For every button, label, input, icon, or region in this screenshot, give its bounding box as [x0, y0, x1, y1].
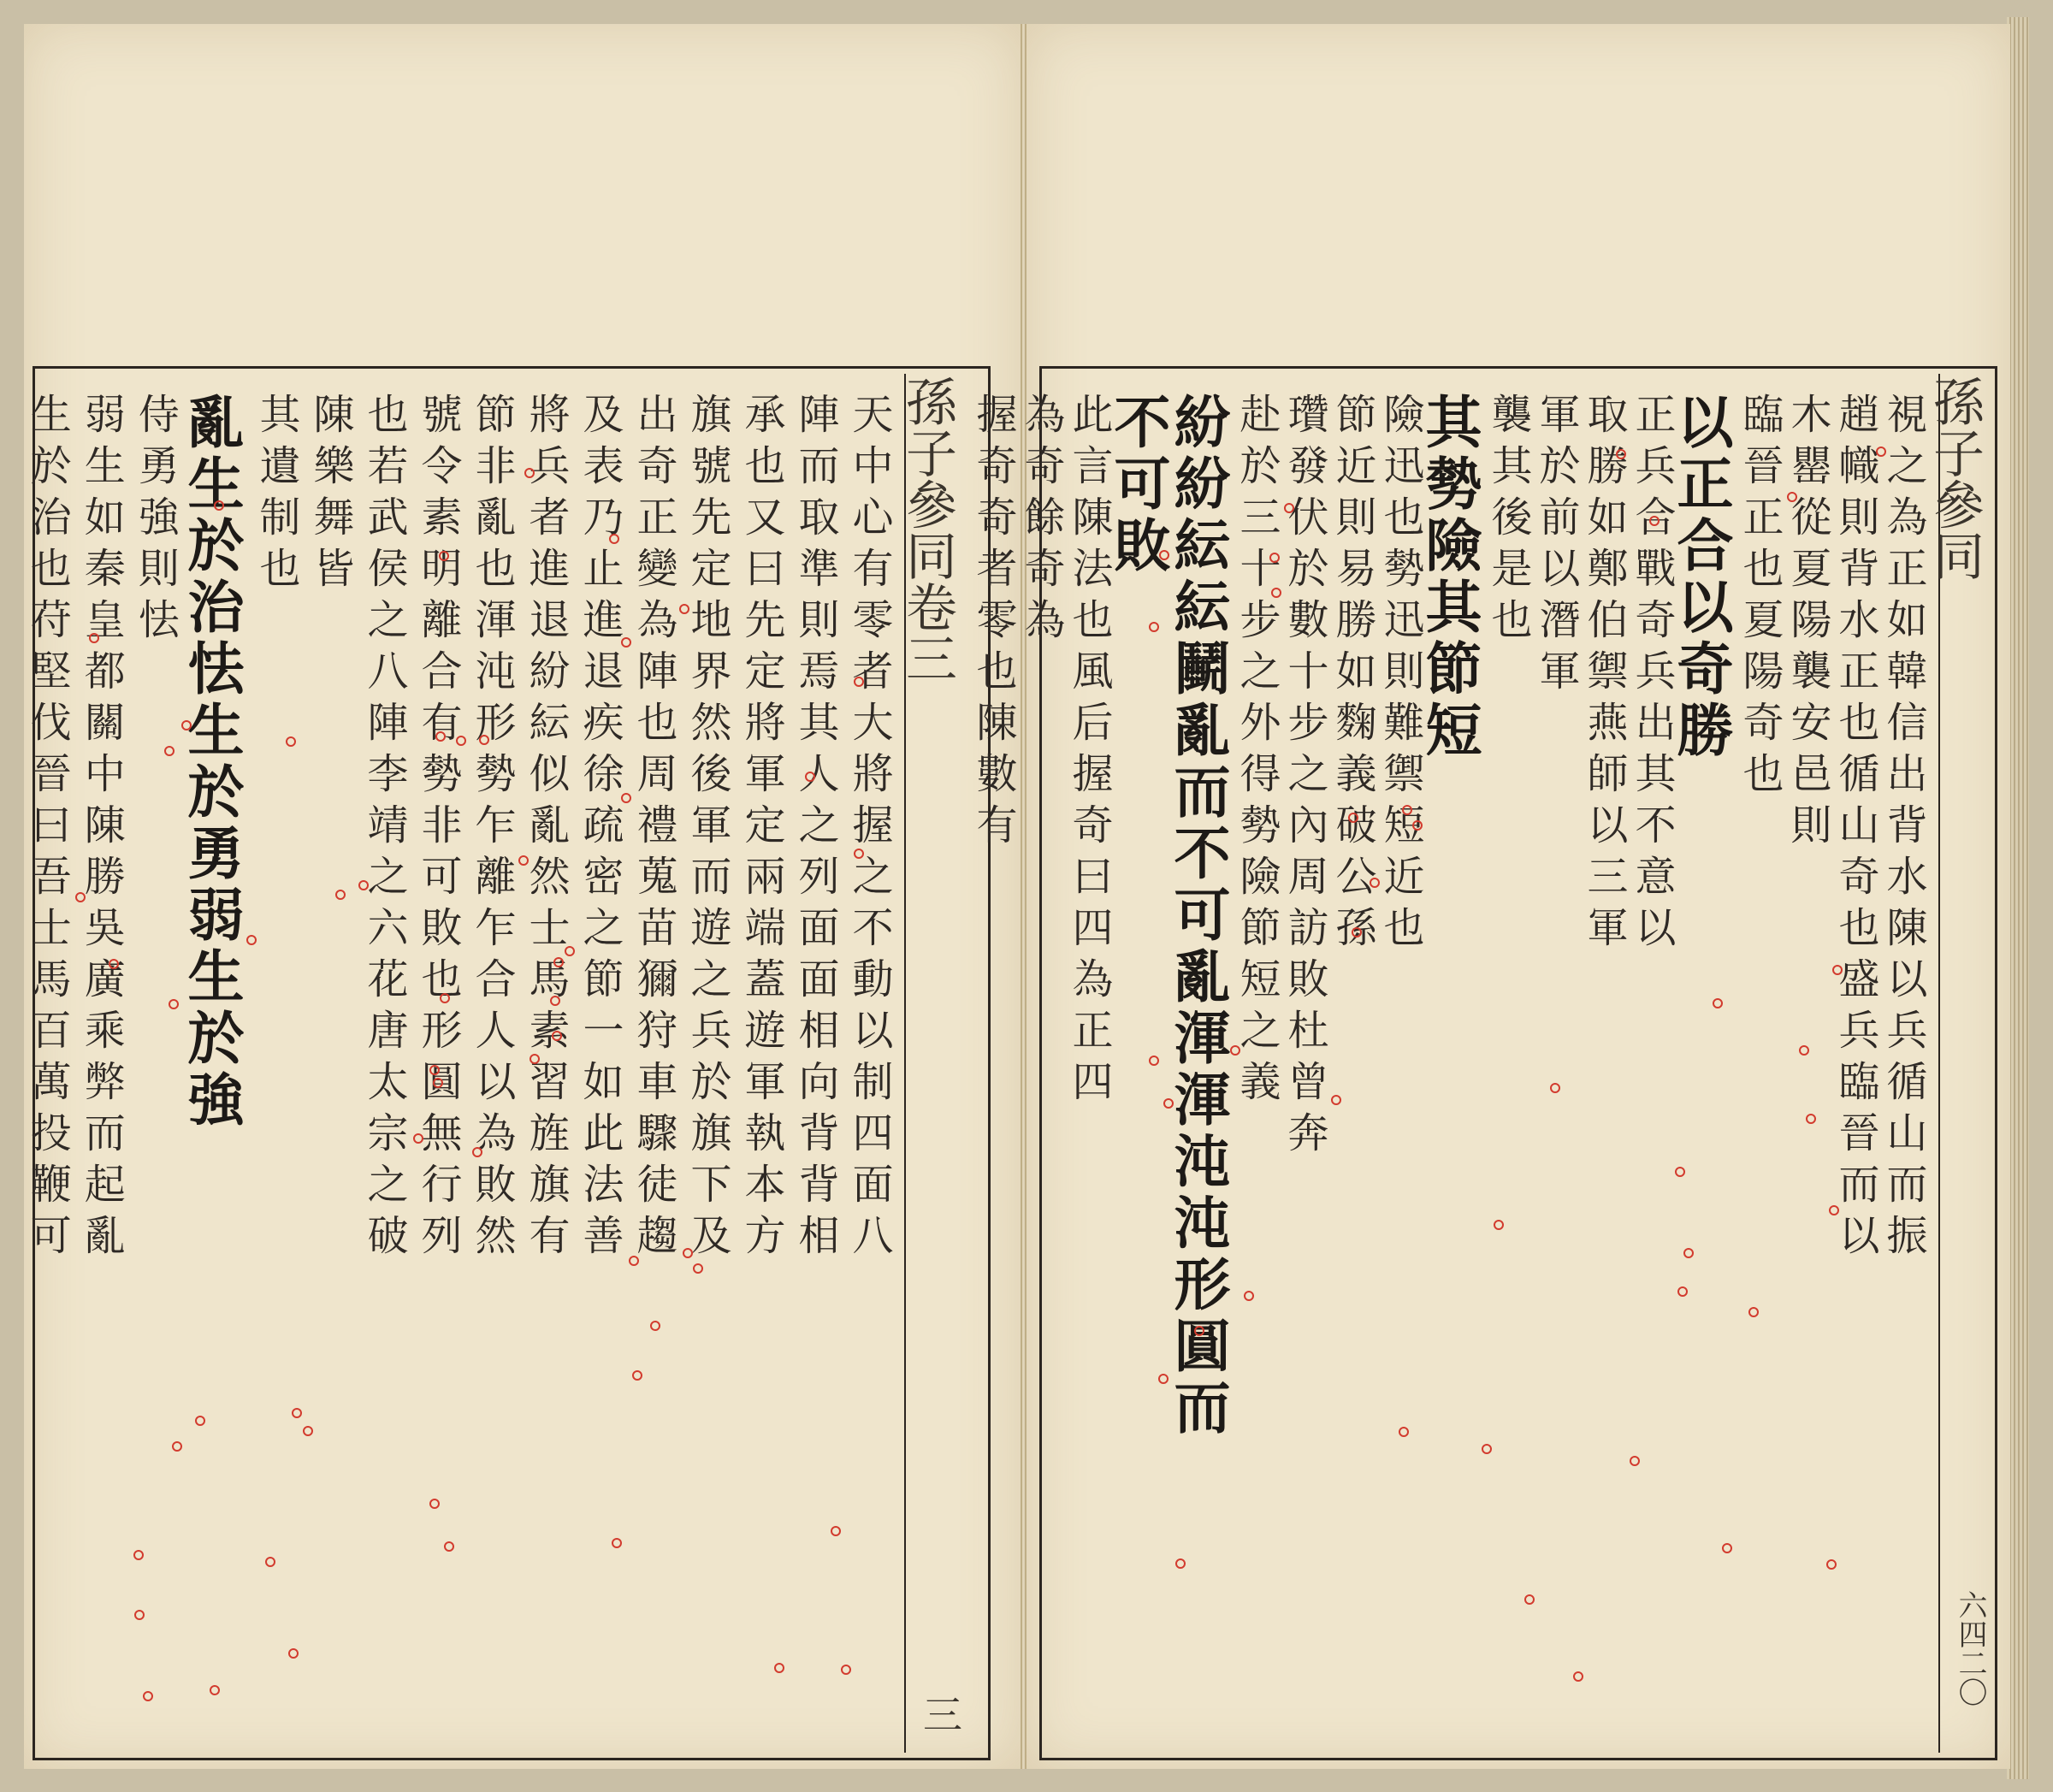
punctuation-mark — [1683, 1248, 1694, 1258]
punctuation-mark — [1630, 1456, 1640, 1466]
punctuation-mark — [335, 890, 346, 900]
punctuation-mark — [429, 1065, 440, 1075]
main-text-column: 紛紛紜紜鬭亂而不可亂渾渾沌沌形圓而 — [1164, 393, 1231, 1440]
commentary-column: 節近則易勝如麴義破公孫 — [1328, 393, 1376, 957]
punctuation-mark — [1722, 1543, 1732, 1553]
punctuation-mark — [1331, 1095, 1341, 1105]
punctuation-mark — [1370, 878, 1380, 888]
punctuation-mark — [1713, 998, 1723, 1008]
punctuation-mark — [1159, 550, 1169, 560]
commentary-column: 赴於三十步之外得勢險節短之義 — [1233, 393, 1281, 1111]
punctuation-mark — [435, 731, 446, 742]
right-text-frame — [969, 366, 1997, 1760]
commentary-column: 為奇餘奇為 — [1017, 393, 1065, 649]
commentary-column: 木罌從夏陽襲安邑則 — [1784, 393, 1831, 855]
punctuation-mark — [210, 1685, 220, 1695]
commentary-column: 生於治也苻堅伐晉曰吾士馬百萬投鞭可 — [23, 393, 72, 1265]
punctuation-mark — [1149, 622, 1159, 632]
punctuation-mark — [440, 993, 450, 1003]
centre-strip-title: 孫子參同 — [1925, 376, 1985, 581]
punctuation-mark — [621, 793, 631, 803]
punctuation-mark — [530, 1054, 540, 1064]
punctuation-mark — [358, 880, 369, 890]
commentary-column: 正兵合戰奇兵出其不意以 — [1628, 393, 1676, 957]
punctuation-mark — [1482, 1444, 1492, 1454]
main-text-column: 不可敗 — [1104, 393, 1171, 577]
commentary-column: 此言陳法也風后握奇曰四為正四 — [1065, 393, 1113, 1111]
punctuation-mark — [854, 849, 864, 859]
commentary-column: 節非亂也渾沌形勢乍離乍合人以為敗然 — [468, 393, 516, 1265]
punctuation-mark — [1799, 1045, 1809, 1056]
punctuation-mark — [89, 633, 99, 643]
punctuation-mark — [181, 720, 192, 730]
punctuation-mark — [109, 959, 119, 969]
commentary-column: 陣而取準則焉其人之列面面相向背背相 — [791, 393, 839, 1265]
punctuation-mark — [565, 946, 575, 956]
commentary-column: 瓚發伏於數十步之內周訪敗杜曾奔 — [1281, 393, 1328, 1162]
punctuation-mark — [553, 957, 564, 967]
commentary-column: 襲其後是也 — [1484, 393, 1532, 649]
left-text-frame — [23, 366, 991, 1760]
commentary-column: 天中心有零者大將握之不動以制四面八 — [845, 393, 893, 1265]
punctuation-mark — [524, 468, 535, 478]
punctuation-mark — [621, 637, 631, 648]
punctuation-mark — [265, 1557, 275, 1567]
commentary-column: 及表乃止進退疾徐疏密之節一如此法善 — [576, 393, 624, 1265]
punctuation-mark — [1677, 1286, 1688, 1297]
commentary-column: 旗號先定地界然後軍而遊之兵於旗下及 — [683, 393, 731, 1265]
commentary-column: 侍勇強則怯 — [131, 393, 180, 649]
punctuation-mark — [650, 1321, 660, 1331]
punctuation-mark — [1829, 1205, 1839, 1215]
commentary-column: 取勝如鄭伯禦燕師以三軍 — [1580, 393, 1628, 957]
punctuation-mark — [246, 935, 257, 945]
centre-strip-title: 孫子參同卷三 — [897, 376, 957, 683]
punctuation-mark — [472, 1147, 482, 1157]
commentary-column: 也若武侯之八陣李靖之六花唐太宗之破 — [360, 393, 408, 1265]
left-page — [24, 24, 1022, 1769]
commentary-column: 其遺制也 — [252, 393, 300, 598]
punctuation-mark — [288, 1648, 299, 1659]
commentary-column: 出奇正變為陣也周禮蒐苗獮狩車驟徒趨 — [630, 393, 677, 1265]
commentary-column: 弱生如秦皇都關中陳勝吳廣乘弊而起亂 — [77, 393, 126, 1265]
punctuation-mark — [1244, 1291, 1254, 1301]
commentary-column: 握奇奇者零也陳數有 — [969, 393, 1017, 855]
punctuation-mark — [1832, 965, 1843, 975]
punctuation-mark — [172, 1441, 182, 1452]
punctuation-mark — [1876, 447, 1886, 457]
punctuation-mark — [1787, 492, 1797, 502]
commentary-column: 趙幟則背水正也循山奇也盛兵臨晉而以 — [1831, 393, 1879, 1265]
punctuation-mark — [164, 746, 175, 756]
punctuation-mark — [841, 1665, 851, 1675]
punctuation-mark — [479, 735, 489, 745]
punctuation-mark — [1573, 1671, 1583, 1682]
main-text-column: 其勢險其節短 — [1416, 393, 1482, 762]
commentary-column: 號令素明離合有勢非可敗也形圓無行列 — [414, 393, 462, 1265]
main-text-column: 以正合以奇勝 — [1667, 393, 1734, 762]
punctuation-mark — [444, 1541, 454, 1552]
commentary-column: 視之為正如韓信出背水陳以兵循山而振 — [1879, 393, 1927, 1265]
commentary-column: 將兵者進退紛紜似亂然士馬素習旌旗有 — [522, 393, 570, 1265]
punctuation-mark — [292, 1408, 302, 1418]
right-page — [969, 24, 2010, 1769]
punctuation-mark — [1649, 516, 1660, 526]
punctuation-mark — [1163, 1098, 1174, 1109]
punctuation-mark — [1412, 820, 1423, 831]
commentary-column: 陳樂舞皆 — [306, 393, 354, 598]
commentary-column: 臨晉正也夏陽奇也 — [1736, 393, 1784, 803]
punctuation-mark — [693, 1263, 703, 1274]
commentary-column: 軍於前以潛軍 — [1532, 393, 1580, 701]
folio-number: 三 — [923, 1692, 962, 1738]
folio-number: 六四二〇 — [1953, 1590, 1987, 1706]
main-text-column: 亂生於治怯生於勇弱生於強 — [178, 393, 245, 1132]
commentary-column: 險迅也勢迅則難禦短近也 — [1376, 393, 1424, 957]
commentary-column: 承也又曰先定將軍定兩端蓋遊軍執本方 — [737, 393, 785, 1265]
punctuation-mark — [1806, 1114, 1816, 1124]
punctuation-mark — [612, 1538, 622, 1548]
punctuation-mark — [1284, 503, 1294, 513]
punctuation-mark — [143, 1691, 153, 1701]
